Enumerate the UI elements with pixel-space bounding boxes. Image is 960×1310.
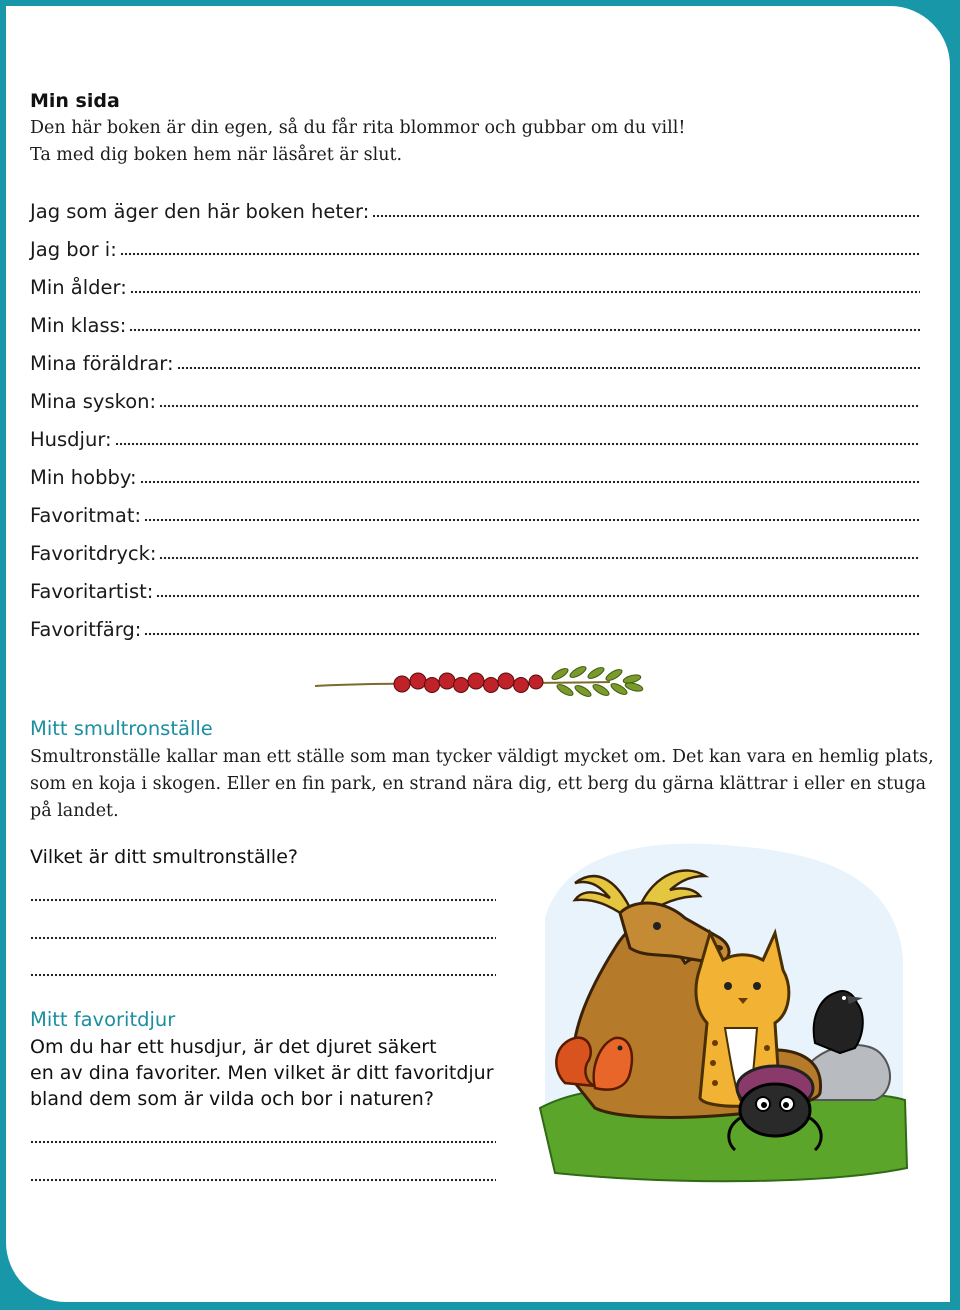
fill-line bbox=[159, 556, 920, 560]
field-food[interactable] bbox=[30, 497, 920, 527]
fill-line bbox=[130, 290, 920, 294]
intro-line-2: Ta med dig boken hem när läsåret är slut. bbox=[30, 145, 403, 165]
field-label: Favoritartist: bbox=[30, 580, 154, 603]
field-age[interactable] bbox=[30, 269, 920, 299]
field-label: Husdjur: bbox=[30, 428, 112, 451]
fill-line bbox=[115, 442, 920, 446]
field-label: Min klass: bbox=[30, 314, 127, 337]
smultron-question: Vilket är ditt smultronställe? bbox=[30, 846, 298, 868]
favoritdjur-line-1: Om du har ett husdjur, är det djuret säkert bbox=[30, 1036, 437, 1058]
field-label: Min hobby: bbox=[30, 466, 137, 489]
animals-illustration bbox=[535, 838, 910, 1188]
fill-line bbox=[144, 518, 920, 522]
smultron-line-2: som en koja i skogen. Eller en fin park, en strand nära dig, ett berg du gärna klättrar i eller en stuga bbox=[30, 774, 927, 794]
field-parents[interactable] bbox=[30, 345, 920, 375]
fill-line bbox=[129, 328, 920, 332]
field-drink[interactable] bbox=[30, 535, 920, 565]
field-label: Favoritmat: bbox=[30, 504, 142, 527]
field-label: Min ålder: bbox=[30, 276, 127, 299]
answer-line[interactable] bbox=[30, 973, 496, 977]
intro-line-1: Den här boken är din egen, så du får rita blommor och gubbar om du vill! bbox=[30, 118, 686, 138]
field-label: Jag bor i: bbox=[30, 238, 117, 261]
fill-line bbox=[159, 404, 920, 408]
fill-line bbox=[372, 214, 920, 218]
answer-line[interactable] bbox=[30, 1178, 496, 1182]
answer-line[interactable] bbox=[30, 1140, 496, 1144]
fill-line bbox=[140, 480, 920, 484]
field-label: Favoritdryck: bbox=[30, 542, 157, 565]
field-color[interactable] bbox=[30, 611, 920, 641]
field-pets[interactable] bbox=[30, 421, 920, 451]
field-name[interactable] bbox=[30, 193, 920, 223]
fill-line bbox=[144, 632, 920, 636]
favoritdjur-line-3: bland dem som är vilda och bor i naturen? bbox=[30, 1088, 434, 1110]
field-siblings[interactable] bbox=[30, 383, 920, 413]
field-class[interactable] bbox=[30, 307, 920, 337]
smultron-line-1: Smultronställe kallar man ett ställe som man tycker väldigt mycket om. Det kan vara en hemlig plats, bbox=[30, 747, 934, 767]
field-label: Mina syskon: bbox=[30, 390, 157, 413]
fill-line bbox=[177, 366, 920, 370]
field-label: Jag som äger den här boken heter: bbox=[30, 200, 370, 223]
page-title: Min sida bbox=[30, 90, 120, 112]
smultron-line-3: på landet. bbox=[30, 801, 119, 821]
favoritdjur-line-2: en av dina favoriter. Men vilket är ditt favoritdjur bbox=[30, 1062, 494, 1084]
field-label: Mina föräldrar: bbox=[30, 352, 174, 375]
smultron-heading: Mitt smultronställe bbox=[30, 717, 213, 740]
berry-straw-decoration bbox=[310, 660, 650, 706]
field-hobby[interactable] bbox=[30, 459, 920, 489]
fill-line bbox=[156, 594, 920, 598]
field-home[interactable] bbox=[30, 231, 920, 261]
answer-line[interactable] bbox=[30, 936, 496, 940]
field-label: Favoritfärg: bbox=[30, 618, 142, 641]
field-artist[interactable] bbox=[30, 573, 920, 603]
fill-line bbox=[120, 252, 920, 256]
answer-line[interactable] bbox=[30, 898, 496, 902]
favoritdjur-heading: Mitt favoritdjur bbox=[30, 1008, 176, 1031]
